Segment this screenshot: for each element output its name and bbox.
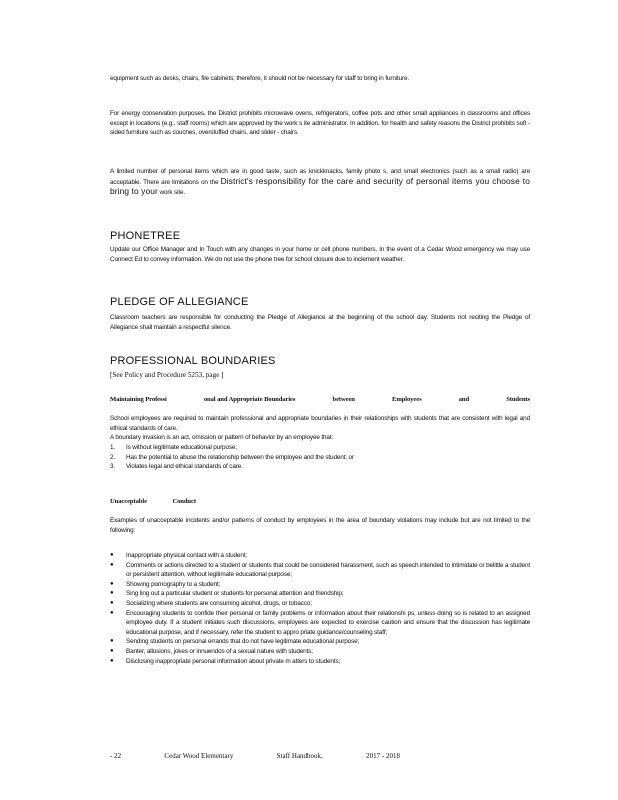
list-item: ● Encouraging students to confide their personal or family problems or information about their relationshi ps, unless doing so is related to an assigned employee duty. If a student initiates such discussions, employees are expected to exercise caution and ensure that the discussion has legitimate educational purpose, and if necessary, refer the student to appro priate guidance/counseling staff;: [110, 609, 530, 636]
paragraph-personal-items: [110, 167, 530, 198]
unacceptable-conduct-list: [110, 551, 530, 666]
paragraph-boundaries-intro: School employees are required to maintain professional and appropriate boundaries in their relationships with students that are consistent with legal and ethical standards of care.: [110, 415, 530, 432]
page-footer: [110, 752, 400, 760]
subheading-part: and: [458, 396, 470, 403]
personal-items-responsibility: District's responsibility for the care and security of personal items you choose to bring to your: [110, 175, 530, 197]
subheading-maintaining-boundaries: [110, 396, 530, 403]
list-item: ● Showing pornography to a student;: [110, 580, 221, 588]
personal-items-end: work site.: [159, 189, 185, 197]
list-item: ● Comments or actions directed to a student or students that could be considered harassment, such as speech intended to intimidate or belittle a student or persistent attention, without legitimate educational purpose;: [110, 561, 530, 579]
heading-professional-boundaries: PROFESSIONAL BOUNDARIES: [110, 355, 276, 367]
list-item: 3. Violates legal and ethical standards of care.: [110, 463, 243, 471]
list-item: 2. Has the potential to abuse the relationship between the employee and the student; or: [110, 453, 354, 461]
footer-school-name: Cedar Wood Elementary: [164, 752, 234, 760]
heading-phonetree: PHONETREE: [110, 230, 181, 242]
paragraph-equipment: equipment such as desks, chairs, file cabinets; therefore, it should not be necessary for staff to bring in furniture.: [110, 75, 410, 82]
policy-reference: [See Policy and Procedure 5253, page ]: [110, 371, 224, 379]
paragraph-unacceptable-intro: Examples of unacceptable incidents and/or patterns of conduct by employees in the area of boundary violations may include but are not limited to the following:: [110, 517, 530, 534]
subheading-unacceptable-conduct: Unacceptable Conduct: [110, 498, 196, 505]
list-item: ● Sending students on personal errands that do not have legitimate educational purpose;: [110, 638, 360, 646]
subheading-part: between: [332, 396, 355, 403]
list-item: ● Inappropriate physical contact with a student;: [110, 552, 247, 559]
subheading-part: onal and Appropriate Boundaries: [203, 396, 296, 403]
personal-items-text: A limited number of personal items which are in good taste, such as knickknacks, family photo s, and small electronics (such as a small radio) are acceptable. There are limitations on the: [110, 168, 530, 186]
subheading-part: Students: [506, 396, 530, 403]
footer-title: Staff Handbook,: [276, 752, 323, 760]
subheading-part: Employees: [392, 396, 422, 403]
list-item: ● Disclosing inappropriate personal information about private m atters to students;: [110, 657, 341, 665]
paragraph-energy-conservation: For energy conservation purposes, the District prohibits microwave ovens, refrigerators, coffee pots and other small appliances in classrooms and offices except in locations (e.g., staff rooms) which are approved by the work s ite administrator. In addition, for health and safety reasons the District prohibits soft - sided furniture such as couches, overstuffed chairs, and slider - chairs.: [110, 110, 530, 137]
list-item: 1. Is without legitimate educational purpose;: [110, 444, 237, 451]
list-item: ● Banter, allusions, jokes or innuendos of a sexual nature with students;: [110, 647, 313, 655]
paragraph-boundary-definition: A boundary invasion is an act, omission or pattern of behavior by an employee that:: [110, 434, 334, 441]
list-item: ● Sing ling out a particular student or students for personal attention and friendship;: [110, 590, 344, 598]
paragraph-pledge: Classroom teachers are responsible for conducting the Pledge of Allegiance at the beginning of the school day. Students not reciting the Pledge of Allegiance shall maintain a respectful silence.: [110, 314, 530, 331]
list-item: ● Socializing where students are consuming alcohol, drugs, or tobacco;: [110, 599, 312, 607]
paragraph-phonetree: Update our Office Manager and In Touch with any changes in your home or cell phone numbers. In the event of a Cedar Wood emergency we may use Connect Ed to convey information. We do not use the phone tree for school closure due to inclement weather.: [110, 246, 530, 263]
boundary-criteria-list: [110, 443, 530, 472]
heading-pledge: PLEDGE OF ALLEGIANCE: [110, 296, 249, 308]
footer-year: 2017 - 2018: [366, 752, 400, 760]
page-number: - 22: [110, 752, 122, 760]
subheading-part: Maintaining Professi: [110, 396, 167, 403]
